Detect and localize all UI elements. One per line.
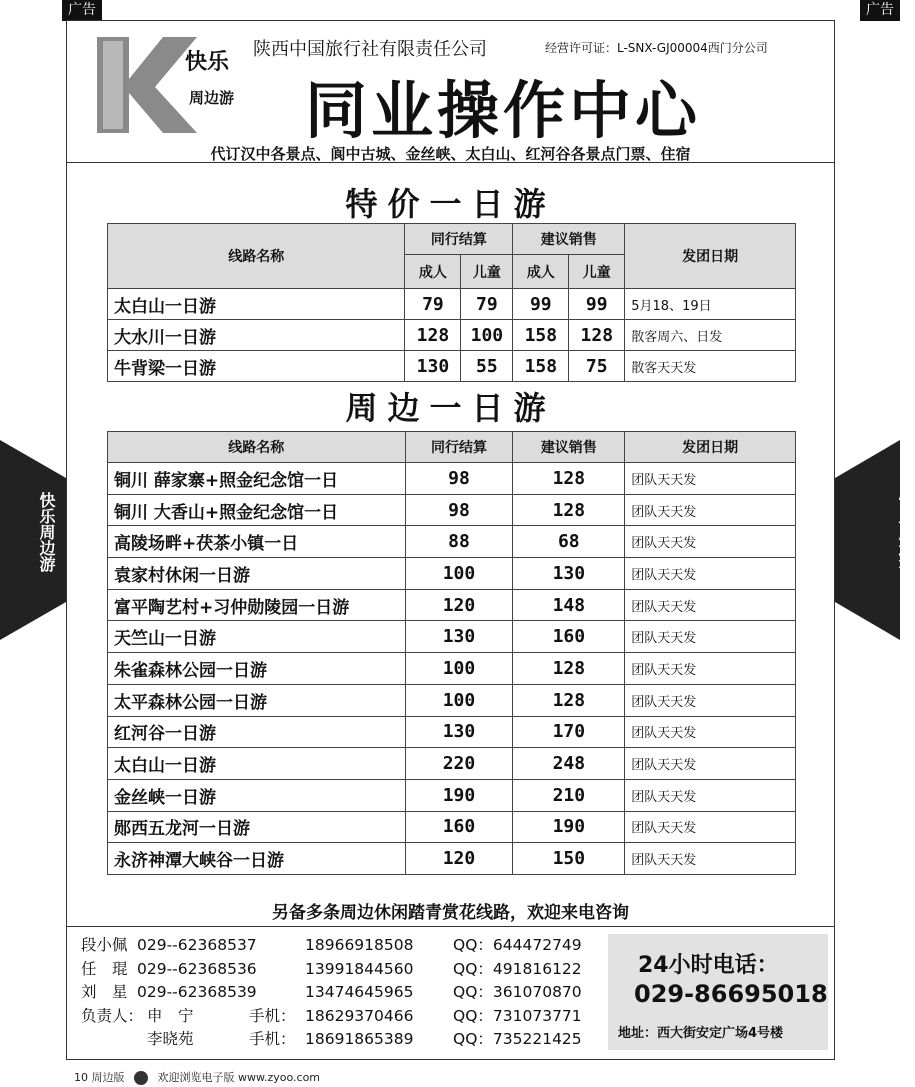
departure-date: 散客周六、日发: [625, 320, 796, 351]
peer-child: 55: [461, 351, 513, 382]
departure-date: 团队天天发: [625, 811, 796, 843]
peer-adult: 79: [405, 289, 461, 320]
side-label-right: 快乐周边游: [896, 492, 915, 572]
logo-text-2: 周边游: [189, 89, 235, 107]
col-peer: 同行结算: [405, 432, 513, 463]
departure-date: 团队天天发: [625, 494, 796, 526]
table-row: [108, 463, 796, 495]
contact-qq: QQ：644472749: [453, 936, 582, 954]
col-retail-adult: 成人: [513, 255, 569, 289]
page-title: 同业操作中心: [305, 74, 702, 147]
col-peer-child: 儿童: [461, 255, 513, 289]
table-row: [108, 589, 796, 621]
contact-mobile: 18966918508: [305, 936, 414, 954]
retail-child: 128: [569, 320, 625, 351]
contact-qq: QQ：361070870: [453, 983, 582, 1002]
side-label-left: 快乐周边游: [37, 492, 56, 572]
peer-adult: 130: [405, 351, 461, 382]
peer-price: 100: [405, 684, 513, 716]
side-ribbon-left: [0, 440, 66, 640]
services-line: 代订汉中各景点、阆中古城、金丝峡、太白山、红河谷各景点门票、住宿: [210, 145, 691, 163]
retail-price: 210: [513, 779, 625, 811]
route-name: 大水川一日游: [108, 320, 405, 351]
contact-mobile: 13991844560: [305, 959, 414, 978]
contact-tel: 029--62368537: [137, 936, 257, 954]
retail-child: 75: [569, 351, 625, 382]
ad-frame: [66, 20, 835, 1060]
manager-mobile: 18691865389: [305, 1030, 414, 1049]
peer-price: 100: [405, 558, 513, 590]
header: [67, 21, 834, 163]
departure-date: 团队天天发: [625, 589, 796, 621]
contacts-list: [81, 934, 611, 1052]
route-name: 太平森林公园一日游: [108, 684, 406, 716]
contact-name: 刘 星: [81, 983, 128, 1002]
peer-price: 100: [405, 653, 513, 685]
table-row: [108, 526, 796, 558]
peer-child: 100: [461, 320, 513, 351]
special-title: 特价一日游: [345, 185, 556, 223]
col-retail-child: 儿童: [569, 255, 625, 289]
col-date: 发团日期: [625, 432, 796, 463]
peer-price: 98: [405, 494, 513, 526]
departure-date: 团队天天发: [625, 463, 796, 495]
col-date: 发团日期: [625, 224, 796, 289]
departure-date: 团队天天发: [625, 843, 796, 875]
footer: [74, 1069, 320, 1085]
manager-row: [81, 1005, 611, 1029]
page-number: 10 周边版: [74, 1071, 125, 1084]
retail-price: 190: [513, 811, 625, 843]
retail-price: 128: [513, 494, 625, 526]
contact-row: [81, 981, 611, 1005]
nearby-title: 周边一日游: [345, 389, 556, 427]
retail-adult: 158: [513, 351, 569, 382]
peer-price: 220: [405, 748, 513, 780]
table-row: [108, 320, 796, 351]
hotline-number: 029-86695018: [634, 980, 828, 1008]
col-retail: 建议销售: [513, 432, 625, 463]
contact-tel: 029--62368536: [137, 959, 257, 978]
departure-date: 团队天天发: [625, 684, 796, 716]
route-name: 牛背梁一日游: [108, 351, 405, 382]
retail-price: 160: [513, 621, 625, 653]
nearby-rows: [108, 463, 796, 875]
departure-date: 团队天天发: [625, 779, 796, 811]
kuaile-logo: [93, 35, 253, 135]
footer-text: 欢迎浏览电子版 www.zyoo.com: [157, 1071, 321, 1084]
side-ribbon-right: [835, 440, 915, 640]
retail-price: 128: [513, 684, 625, 716]
license-number: 经营许可证：L-SNX-GJ00004西门分公司: [545, 41, 768, 55]
manager-row: [81, 1028, 611, 1052]
departure-date: 团队天天发: [625, 748, 796, 780]
col-peer-adult: 成人: [405, 255, 461, 289]
retail-price: 170: [513, 716, 625, 748]
contact-row: [81, 958, 611, 982]
route-name: 富平陶艺村+习仲勋陵园一日游: [108, 589, 406, 621]
route-name: 太白山一日游: [108, 289, 405, 320]
peer-price: 130: [405, 621, 513, 653]
table-row: [108, 748, 796, 780]
table-row: [108, 653, 796, 685]
departure-date: 团队天天发: [625, 526, 796, 558]
logo-text-1: 快乐: [185, 49, 230, 75]
route-name: 袁家村休闲一日游: [108, 558, 406, 590]
manager-label: 负责人：: [81, 1006, 144, 1025]
contact-tel: 029--62368539: [137, 983, 257, 1002]
peer-adult: 128: [405, 320, 461, 351]
retail-price: 248: [513, 748, 625, 780]
contact-name: 段小佩: [81, 936, 128, 954]
table-row: [108, 494, 796, 526]
table-row: [108, 558, 796, 590]
retail-price: 128: [513, 653, 625, 685]
table-row: [108, 779, 796, 811]
hotline-box: [608, 934, 828, 1050]
ad-tag-left: 广告: [62, 0, 102, 21]
col-peer: 同行结算: [405, 224, 513, 255]
departure-date: 团队天天发: [625, 716, 796, 748]
retail-price: 128: [513, 463, 625, 495]
route-name: 太白山一日游: [108, 748, 406, 780]
route-name: 高陵场畔+茯茶小镇一日: [108, 526, 406, 558]
table-row: [108, 684, 796, 716]
manager-qq: QQ：735221425: [453, 1030, 582, 1049]
departure-date: 散客天天发: [625, 351, 796, 382]
retail-child: 99: [569, 289, 625, 320]
departure-date: 5月18、19日: [625, 289, 796, 320]
retail-price: 130: [513, 558, 625, 590]
table-row: [108, 811, 796, 843]
departure-date: 团队天天发: [625, 653, 796, 685]
peer-child: 79: [461, 289, 513, 320]
col-route: 线路名称: [108, 432, 406, 463]
retail-adult: 158: [513, 320, 569, 351]
route-name: 铜川 薛家寨+照金纪念馆一日: [108, 463, 406, 495]
ad-tag-right: 广告: [860, 0, 900, 21]
route-name: 朱雀森林公园一日游: [108, 653, 406, 685]
contact-mobile: 13474645965: [305, 983, 414, 1002]
route-name: 金丝峡一日游: [108, 779, 406, 811]
route-name: 永济神潭大峡谷一日游: [108, 843, 406, 875]
special-table: [107, 223, 796, 382]
table-row: [108, 843, 796, 875]
peer-price: 88: [405, 526, 513, 558]
retail-price: 148: [513, 589, 625, 621]
manager-qq: QQ：731073771: [453, 1006, 582, 1025]
divider: [67, 926, 834, 927]
peer-price: 130: [405, 716, 513, 748]
hotline-label: 24小时电话：: [638, 953, 779, 978]
more-routes-note: 另备多条周边休闲踏青赏花线路，欢迎来电咨询: [272, 903, 629, 923]
retail-price: 68: [513, 526, 625, 558]
globe-icon: [134, 1071, 148, 1085]
manager-mobile: 18629370466: [305, 1006, 414, 1025]
manager-name: 申 宁: [147, 1006, 194, 1025]
peer-price: 160: [405, 811, 513, 843]
peer-price: 98: [405, 463, 513, 495]
table-row: [108, 716, 796, 748]
route-name: 铜川 大香山+照金纪念馆一日: [108, 494, 406, 526]
route-name: 红河谷一日游: [108, 716, 406, 748]
manager-mobile-label: 手机：: [249, 1030, 296, 1049]
peer-price: 120: [405, 843, 513, 875]
manager-mobile-label: 手机：: [249, 1006, 296, 1025]
address: 地址：西大街安定广场4号楼: [618, 1026, 784, 1041]
departure-date: 团队天天发: [625, 621, 796, 653]
table-row: [108, 289, 796, 320]
nearby-table: [107, 431, 796, 875]
retail-adult: 99: [513, 289, 569, 320]
contact-qq: QQ：491816122: [453, 959, 582, 978]
departure-date: 团队天天发: [625, 558, 796, 590]
retail-price: 150: [513, 843, 625, 875]
peer-price: 120: [405, 589, 513, 621]
route-name: 郧西五龙河一日游: [108, 811, 406, 843]
contact-name: 任 琨: [81, 959, 128, 978]
peer-price: 190: [405, 779, 513, 811]
table-row: [108, 351, 796, 382]
route-name: 天竺山一日游: [108, 621, 406, 653]
col-retail: 建议销售: [513, 224, 625, 255]
table-row: [108, 621, 796, 653]
contact-row: [81, 934, 611, 958]
special-rows: [108, 289, 796, 382]
col-route: 线路名称: [108, 224, 405, 289]
company-name: 陕西中国旅行社有限责任公司: [253, 39, 487, 60]
manager-name: 李晓苑: [147, 1030, 194, 1049]
